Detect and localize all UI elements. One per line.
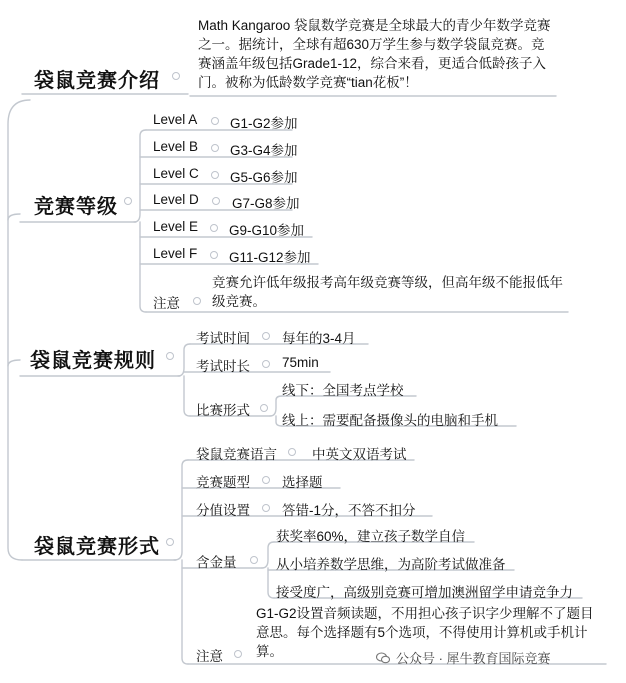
- level-label: Level E: [153, 219, 199, 234]
- node-dot: [288, 448, 296, 456]
- format-value: 答错-1分，不答不扣分: [282, 503, 416, 518]
- format-note-label: 注意: [196, 649, 223, 664]
- section-title-levels: 竞赛等级: [34, 196, 118, 218]
- node-dot: [210, 224, 218, 232]
- level-label: Level C: [153, 166, 199, 181]
- watermark-text: 公众号 · 犀牛教育国际竞赛: [396, 651, 551, 666]
- level-value: G1-G2参加: [230, 116, 298, 131]
- rule-value: 每年的3-4月: [282, 331, 356, 346]
- intro-description: Math Kangaroo 袋鼠数学竞赛是全球最大的青少年数学竞赛之一。据统计，全球有超630万学生参与数学袋鼠竞赛。竞赛涵盖年级包括Grade1-12，综合来看，更适合低龄孩子入门。被称为低龄数学竞赛“tian花板”！: [198, 18, 551, 90]
- node-dot: [211, 171, 219, 179]
- format-value: 中英文双语考试: [312, 447, 407, 462]
- node-dot: [211, 144, 219, 152]
- wechat-icon: [376, 652, 390, 664]
- levels-note-label: 注意: [153, 296, 180, 311]
- node-dot: [260, 404, 268, 412]
- section-title-intro: 袋鼠竞赛介绍: [34, 70, 160, 92]
- node-dot: [211, 117, 219, 125]
- rule-format-online: 线上：需要配备摄像头的电脑和手机: [282, 413, 498, 428]
- levels-note-text: 竞赛允许低年级报考高年级竞赛等级，但高年级不能报低年级竞赛。: [212, 275, 563, 309]
- section-title-format: 袋鼠竞赛形式: [34, 536, 160, 558]
- level-value: G7-G8参加: [232, 196, 300, 211]
- format-label: 竞赛题型: [196, 475, 250, 490]
- node-dot: [262, 476, 270, 484]
- node-dot: [262, 504, 270, 512]
- rule-format-offline: 线下：全国考点学校: [282, 383, 404, 398]
- watermark: [376, 648, 551, 667]
- level-label: Level A: [153, 112, 198, 127]
- rule-value: 75min: [282, 355, 319, 370]
- level-label: Level F: [153, 246, 198, 261]
- node-dot: [193, 297, 201, 305]
- rule-label: 比赛形式: [196, 403, 250, 418]
- level-value: G9-G10参加: [229, 223, 305, 238]
- format-label: 含金量: [196, 555, 237, 570]
- level-label: Level B: [153, 139, 199, 154]
- node-dot: [166, 538, 174, 546]
- format-note-text: G1-G2设置音频读题，不用担心孩子识字少理解不了题目意思。每个选择题有5个选项，不得使用计算机或手机计算。: [256, 606, 594, 659]
- node-dot: [262, 360, 270, 368]
- level-value: G5-G6参加: [230, 170, 298, 185]
- rule-label: 考试时间: [196, 331, 250, 346]
- section-title-rules: 袋鼠竞赛规则: [30, 350, 156, 372]
- value-item: 获奖率60%，建立孩子数学自信: [276, 529, 466, 544]
- value-item: 接受度广，高级别竞赛可增加澳洲留学申请竞争力: [276, 585, 573, 600]
- level-value: G11-G12参加: [229, 250, 311, 265]
- level-label: Level D: [153, 192, 199, 207]
- node-dot: [250, 556, 258, 564]
- node-dot: [172, 72, 180, 80]
- node-dot: [124, 197, 132, 205]
- node-dot: [234, 650, 242, 658]
- node-dot: [212, 197, 220, 205]
- value-item: 从小培养数学思维，为高阶考试做准备: [276, 557, 506, 572]
- node-dot: [166, 352, 174, 360]
- format-label: 袋鼠竞赛语言: [196, 447, 277, 462]
- node-dot: [262, 332, 270, 340]
- format-value: 选择题: [282, 475, 323, 490]
- format-label: 分值设置: [196, 503, 250, 518]
- rule-label: 考试时长: [196, 359, 250, 374]
- level-value: G3-G4参加: [230, 143, 298, 158]
- node-dot: [210, 251, 218, 259]
